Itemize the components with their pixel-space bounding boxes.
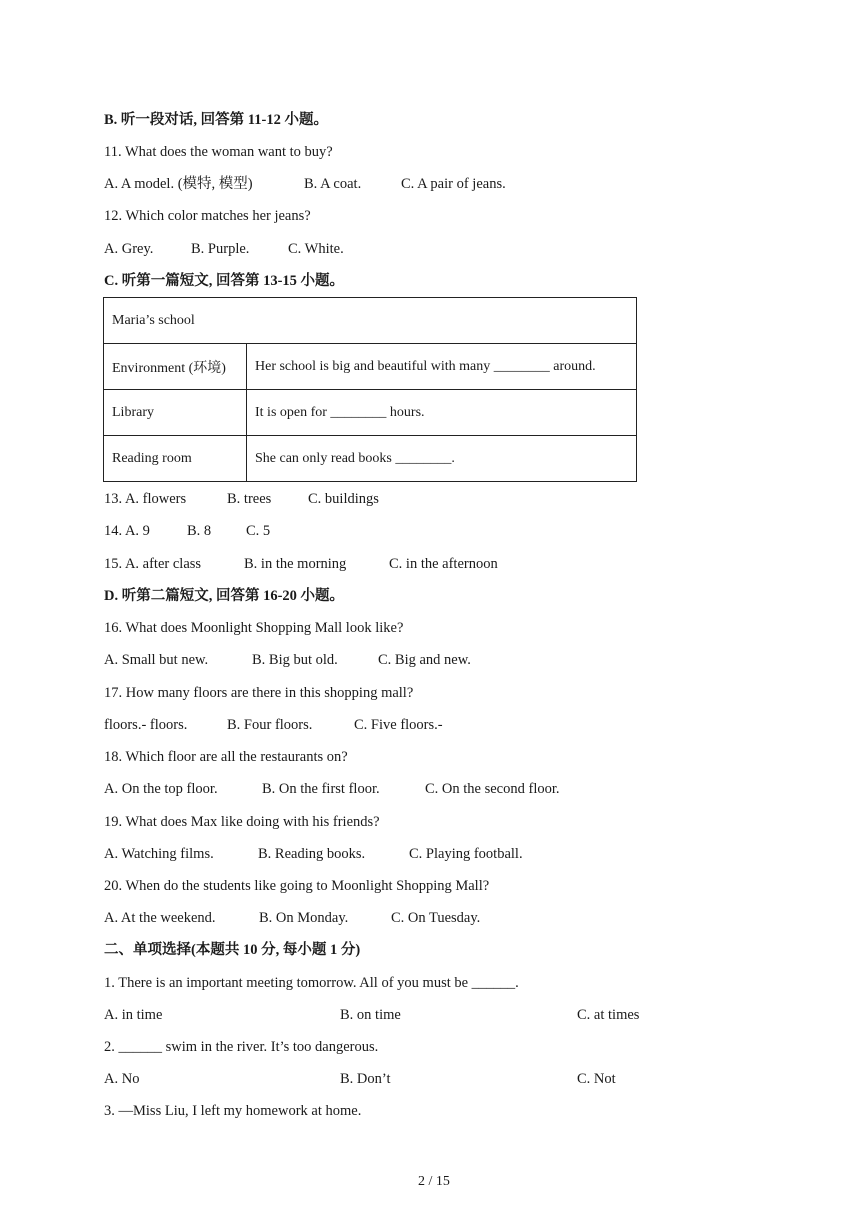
part2-heading: 二、单项选择(本题共 10 分, 每小题 1 分) <box>104 942 361 958</box>
q17-option-a: floors.- floors. <box>104 717 188 733</box>
section-c-heading: C. 听第一篇短文, 回答第 13-15 小题。 <box>104 273 345 289</box>
q20-option-a: A. At the weekend. <box>104 910 216 926</box>
q12-option-c: C. White. <box>288 241 344 257</box>
table-cell-content: Her school is big and beautiful with many ________ around. <box>247 344 637 390</box>
q11-option-a: A. A model. (模特, 模型) <box>104 176 253 192</box>
question-11: 11. What does the woman want to buy? <box>104 144 333 160</box>
question-12: 12. Which color matches her jeans? <box>104 208 311 224</box>
p2q1-option-c: C. at times <box>577 1007 640 1023</box>
table-cell-content: It is open for ________ hours. <box>247 390 637 436</box>
q15-option-b: B. in the morning <box>244 556 347 572</box>
q12-option-b: B. Purple. <box>191 241 250 257</box>
part2-question-1: 1. There is an important meeting tomorrow. All of you must be ______. <box>104 975 519 991</box>
page-number: 2 / 15 <box>418 1174 450 1189</box>
q14-option-b: B. 8 <box>187 523 212 539</box>
table-cell-label: Library <box>104 390 247 436</box>
p2q1-option-a: A. in time <box>104 1007 163 1023</box>
section-d-heading: D. 听第二篇短文, 回答第 16-20 小题。 <box>104 588 345 604</box>
question-17: 17. How many floors are there in this shopping mall? <box>104 685 414 701</box>
p2q1-option-b: B. on time <box>340 1007 401 1023</box>
q17-option-b: B. Four floors. <box>227 717 313 733</box>
table-cell-content: She can only read books ________. <box>247 436 637 482</box>
q18-option-a: A. On the top floor. <box>104 781 218 797</box>
q20-option-b: B. On Monday. <box>259 910 349 926</box>
q18-option-c: C. On the second floor. <box>425 781 560 797</box>
q17-option-c: C. Five floors.- <box>354 717 443 733</box>
q19-option-c: C. Playing football. <box>409 846 523 862</box>
table-row <box>104 344 637 390</box>
q16-option-b: B. Big but old. <box>252 652 338 668</box>
q11-option-c: C. A pair of jeans. <box>401 176 506 192</box>
q13-option-a: 13. A. flowers <box>104 491 187 507</box>
p2q2-option-a: A. No <box>104 1071 140 1087</box>
q11-option-b: B. A coat. <box>304 176 362 192</box>
part2-question-2: 2. ______ swim in the river. It’s too dangerous. <box>104 1039 379 1055</box>
table-row <box>104 436 637 482</box>
question-19: 19. What does Max like doing with his friends? <box>104 814 380 830</box>
q20-option-c: C. On Tuesday. <box>391 910 481 926</box>
q19-option-b: B. Reading books. <box>258 846 366 862</box>
table-cell-label: Reading room <box>104 436 247 482</box>
table-row <box>104 390 637 436</box>
p2q2-option-b: B. Don’t <box>340 1071 391 1087</box>
q14-option-c: C. 5 <box>246 523 271 539</box>
maria-school-table <box>103 297 637 482</box>
q16-option-c: C. Big and new. <box>378 652 471 668</box>
q13-option-c: C. buildings <box>308 491 379 507</box>
q14-option-a: 14. A. 9 <box>104 523 150 539</box>
table-cell-label: Environment (环境) <box>104 344 247 390</box>
q19-option-a: A. Watching films. <box>104 846 214 862</box>
q16-option-a: A. Small but new. <box>104 652 209 668</box>
section-b-heading: B. 听一段对话, 回答第 11-12 小题。 <box>104 112 328 128</box>
table-row <box>104 298 637 344</box>
question-20: 20. When do the students like going to Moonlight Shopping Mall? <box>104 878 490 894</box>
q12-option-a: A. Grey. <box>104 241 154 257</box>
q15-option-c: C. in the afternoon <box>389 556 498 572</box>
question-18: 18. Which floor are all the restaurants on? <box>104 749 348 765</box>
q18-option-b: B. On the first floor. <box>262 781 380 797</box>
q15-option-a: 15. A. after class <box>104 556 202 572</box>
p2q2-option-c: C. Not <box>577 1071 616 1087</box>
table-title: Maria’s school <box>104 298 637 344</box>
q13-option-b: B. trees <box>227 491 272 507</box>
question-16: 16. What does Moonlight Shopping Mall look like? <box>104 620 404 636</box>
part2-question-3: 3. —Miss Liu, I left my homework at home. <box>104 1103 362 1119</box>
